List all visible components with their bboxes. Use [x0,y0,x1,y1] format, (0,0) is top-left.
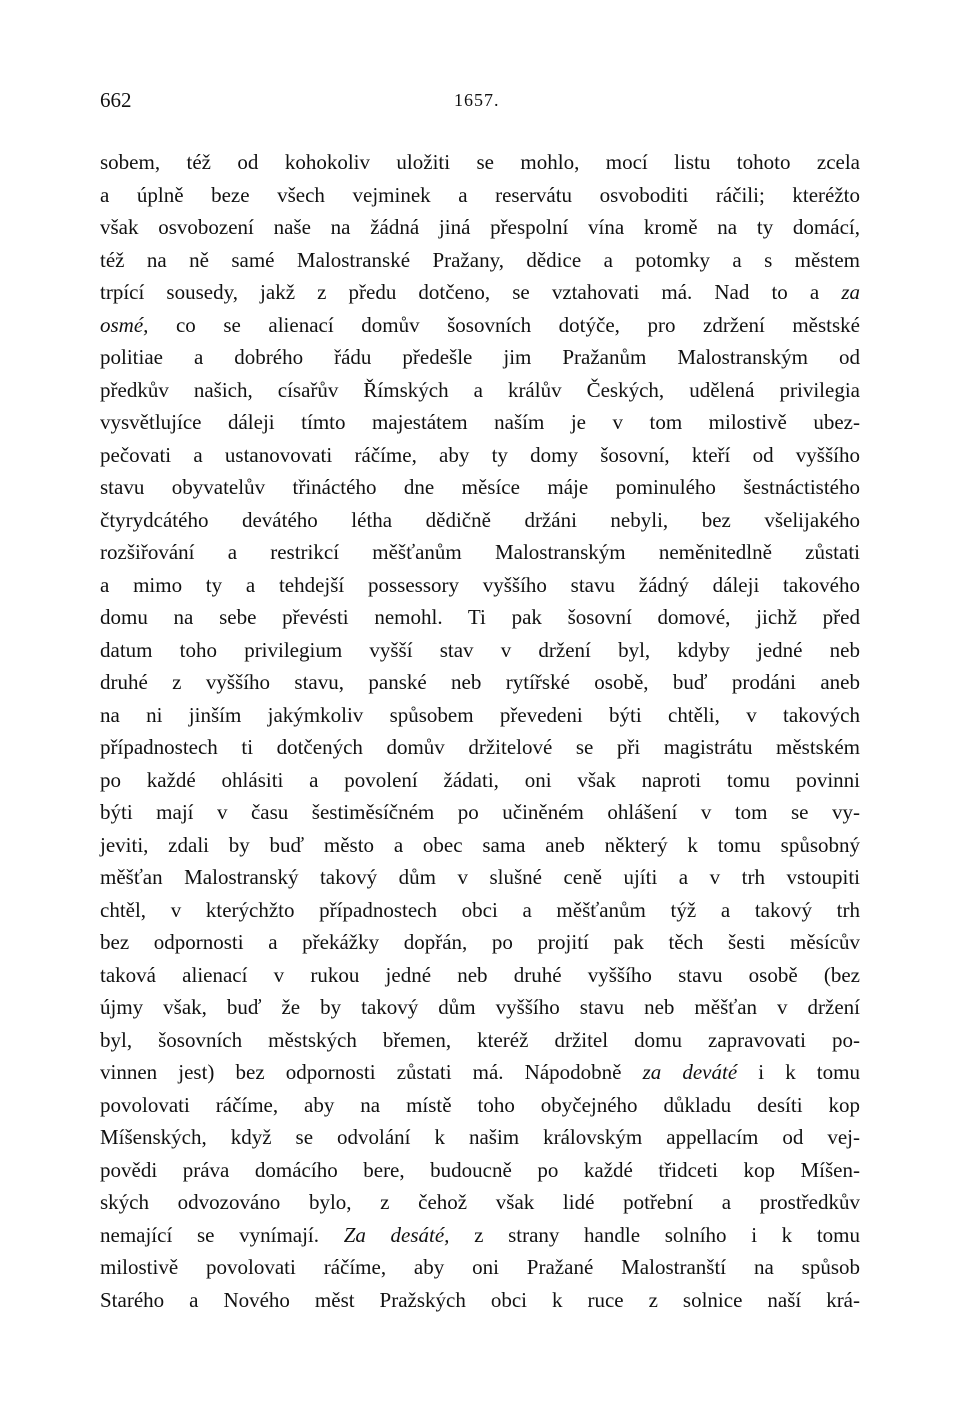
text-line: a mimo ty a tehdejší possessory vyššího stavu žádný dáleji takového [100,572,860,597]
text-line: politiae a dobrého řádu předešle jim Pražanům Malostranským od [100,345,860,369]
body-text [100,146,860,1316]
text-line: pečovati a ustanovovati ráčíme, aby ty domy šosovní, kteří od vyššího [100,442,860,467]
text-line: milostivě povolovati ráčíme, aby oni Pražané Malostranští na spůsob [100,1255,860,1279]
text-line: újmy však, buď že by takový dům vyššího stavu neb měšťan v držení [100,995,860,1019]
text-line: případnostech ti dotčených domův držitelové se při magistrátu městském [100,735,860,759]
italic-emphasis: Za desáté, [343,1222,450,1247]
text-line: vysvětlujíce dáleji tímto majestátem naším je v tom milostivě ubez- [100,410,860,434]
page-number: 662 [100,88,132,112]
italic-emphasis: osmé, [100,312,149,337]
text-line: domu na sebe převésti nemohl. Ti pak šosovní domové, jichž před [100,605,860,629]
text-line: trpící sousedy, jakž z předu dotčeno, se vztahovati má. Nad to a za [100,280,860,304]
running-head-year: 1657. [454,90,500,110]
text-line: sobem, též od kohokoliv uložiti se mohlo, mocí listu tohoto zcela [100,150,860,174]
text-line: též na ně samé Malostranské Pražany, dědice a potomky a s městem [100,247,860,272]
text-line: vinnen jest) bez odpornosti zůstati má. Nápodobně za deváté i k tomu [100,1060,860,1084]
text-line: jeviti, zdali by buď město a obec sama aneb některý k tomu spůsobný [100,832,860,857]
text-line: druhé z vyššího stavu, panské neb rytířské osobě, buď prodáni aneb [100,670,860,694]
text-line: ských odvozováno bylo, z čehož však lidé potřební a prostředkův [100,1190,860,1214]
text-line: osmé, co se alienací domův šosovních dotýče, pro zdržení městské [100,312,860,337]
italic-emphasis: za deváté [642,1060,738,1084]
text-line: čtyrydcátého devátého létha dědičně držáni nebyli, bez všelijakého [100,507,860,532]
text-line: nemající se vynímají. Za desáté, z strany handle solního i k tomu [100,1222,861,1247]
text-line: předkův našich, císařův Římských a králův Českých, udělená privilegia [100,377,860,402]
text-line: měšťan Malostranský takový dům v slušné ceně ujíti a v trh vstoupiti [100,865,860,889]
text-line: datum toho privilegium vyšší stav v držení byl, kdyby jedné neb [100,637,860,662]
text-line: na ni jinším jakýmkoliv spůsobem převedeni býti chtěli, v takových [100,702,860,727]
text-line: po každé ohlásiti a povolení žádati, oni však naproti tomu povinni [100,767,860,792]
text-line: však osvobození naše na žádná jiná přespolní vína kromě na ty domácí, [100,215,860,239]
text-line: a úplně beze všech vejminek a reservátu osvoboditi ráčili; kteréžto [100,182,860,207]
text-line: povolovati ráčíme, aby na místě toho obyčejného důkladu desíti kop [100,1092,860,1117]
text-line: byl, šosovních městských břemen, kteréž držitel domu zapravovati po- [100,1027,860,1052]
text-line: bez odpornosti a překážky dopřán, po projití pak těch šesti měsícův [100,930,860,954]
text-line: stavu obyvatelův třináctého dne měsíce máje pominulého šestnáctistého [100,475,860,499]
page-header [100,88,860,118]
text-line: povědi práva domácího bere, budoucně po každé třidceti kop Míšen- [100,1157,860,1182]
text-line: taková alienací v rukou jedné neb druhé vyššího stavu osobě (bez [100,962,860,987]
text-line: Starého a Nového měst Pražských obci k ruce z solnice naší krá- [100,1287,860,1312]
text-line: rozšiřování a restrikcí měšťanům Malostranským neměnitedlně zůstati [100,540,860,564]
text-line: býti mají v času šestiměsíčném po učiněném ohlášení v tom se vy- [100,800,860,824]
text-line: Míšenských, když se odvolání k našim královským appellacím od vej- [100,1125,860,1149]
italic-emphasis: za [841,280,860,304]
text-line: chtěl, v kterýchžto případnostech obci a měšťanům týž a takový trh [100,897,860,922]
